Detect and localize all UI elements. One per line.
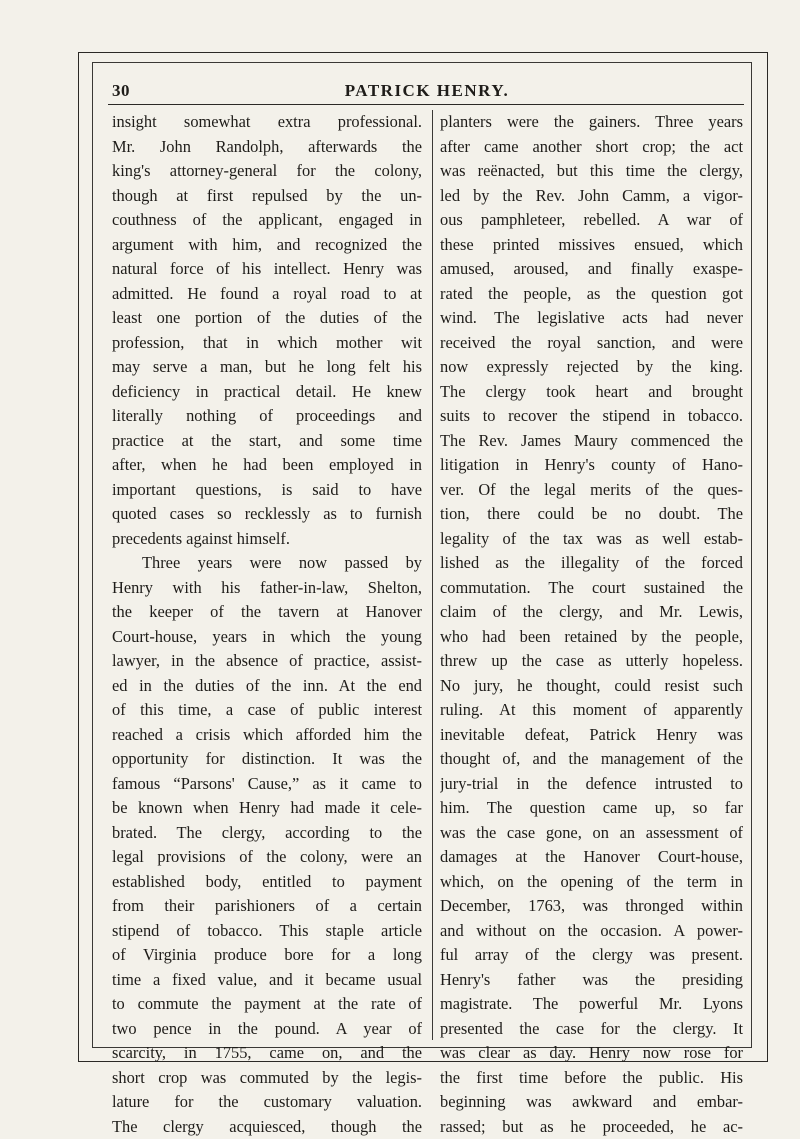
header-rule <box>108 104 744 105</box>
text-line: suits to recover the stipend in tobacco. <box>440 404 743 429</box>
text-line: magistrate. The powerful Mr. Lyons <box>440 992 743 1017</box>
text-line: ver. Of the legal merits of the ques- <box>440 478 743 503</box>
text-line: practice at the start, and some time <box>112 429 422 454</box>
text-line: reached a crisis which afforded him the <box>112 723 422 748</box>
text-line: established body, entitled to payment <box>112 870 422 895</box>
text-line: The Rev. James Maury commenced the <box>440 429 743 454</box>
text-line: Henry with his father-in-law, Shelton, <box>112 576 422 601</box>
text-line: rassed; but as he proceeded, he ac- <box>440 1115 743 1139</box>
text-line: least one portion of the duties of the <box>112 306 422 331</box>
text-line: couthness of the applicant, engaged in <box>112 208 422 233</box>
text-line: legal provisions of the colony, were an <box>112 845 422 870</box>
text-line: though at first repulsed by the un- <box>112 184 422 209</box>
paragraph-start-line: Three years were now passed by <box>112 551 422 576</box>
text-line: Court-house, years in which the young <box>112 625 422 650</box>
text-line: Henry's father was the presiding <box>440 968 743 993</box>
text-line: was clear as day. Henry now rose for <box>440 1041 743 1066</box>
text-line: the first time before the public. His <box>440 1066 743 1091</box>
text-line: inevitable defeat, Patrick Henry was <box>440 723 743 748</box>
text-line: lature for the customary valuation. <box>112 1090 422 1115</box>
text-line: lawyer, in the absence of practice, assist- <box>112 649 422 674</box>
text-line: rated the people, as the question got <box>440 282 743 307</box>
text-line: amused, aroused, and finally exaspe- <box>440 257 743 282</box>
text-line: quoted cases so recklessly as to furnish <box>112 502 422 527</box>
page-header <box>112 81 742 105</box>
text-line: from their parishioners of a certain <box>112 894 422 919</box>
text-line: Mr. John Randolph, afterwards the <box>112 135 422 160</box>
left-text-column <box>112 110 422 1040</box>
text-line: these printed missives ensued, which <box>440 233 743 258</box>
text-line: commutation. The court sustained the <box>440 576 743 601</box>
text-line: him. The question came up, so far <box>440 796 743 821</box>
text-line: stipend of tobacco. This staple article <box>112 919 422 944</box>
text-line: time a fixed value, and it became usual <box>112 968 422 993</box>
text-line: natural force of his intellect. Henry was <box>112 257 422 282</box>
text-line: ed in the duties of the inn. At the end <box>112 674 422 699</box>
text-line: of this time, a case of public interest <box>112 698 422 723</box>
text-line: two pence in the pound. A year of <box>112 1017 422 1042</box>
text-line: ruling. At this moment of apparently <box>440 698 743 723</box>
text-line: the keeper of the tavern at Hanover <box>112 600 422 625</box>
text-line: now expressly rejected by the king. <box>440 355 743 380</box>
text-line: tion, there could be no doubt. The <box>440 502 743 527</box>
text-line: be known when Henry had made it cele- <box>112 796 422 821</box>
text-line: threw up the case as utterly hopeless. <box>440 649 743 674</box>
text-line: legality of the tax was as well estab- <box>440 527 743 552</box>
text-line: literally nothing of proceedings and <box>112 404 422 429</box>
running-head: PATRICK HENRY. <box>112 81 742 101</box>
text-line: brated. The clergy, according to the <box>112 821 422 846</box>
text-line: of Virginia produce bore for a long <box>112 943 422 968</box>
text-line: argument with him, and recognized the <box>112 233 422 258</box>
text-line: may serve a man, but he long felt his <box>112 355 422 380</box>
text-line: admitted. He found a royal road to at <box>112 282 422 307</box>
text-line: lished as the illegality of the forced <box>440 551 743 576</box>
text-line: beginning was awkward and embar- <box>440 1090 743 1115</box>
text-line: after, when he had been employed in <box>112 453 422 478</box>
text-line: short crop was commuted by the legis- <box>112 1066 422 1091</box>
text-line: led by the Rev. John Camm, a vigor- <box>440 184 743 209</box>
text-line: litigation in Henry's county of Hano- <box>440 453 743 478</box>
text-line: who had been retained by the people, <box>440 625 743 650</box>
text-line: No jury, he thought, could resist such <box>440 674 743 699</box>
text-line: wind. The legislative acts had never <box>440 306 743 331</box>
text-line: ful array of the clergy was present. <box>440 943 743 968</box>
text-line: which, on the opening of the term in <box>440 870 743 895</box>
text-line: was reënacted, but this time the clergy, <box>440 159 743 184</box>
text-line: opportunity for distinction. It was the <box>112 747 422 772</box>
text-line: received the royal sanction, and were <box>440 331 743 356</box>
text-line: thought of, and the management of the <box>440 747 743 772</box>
text-line: after came another short crop; the act <box>440 135 743 160</box>
right-text-column <box>440 110 743 1040</box>
text-line: presented the case for the clergy. It <box>440 1017 743 1042</box>
text-line: claim of the clergy, and Mr. Lewis, <box>440 600 743 625</box>
page-number: 30 <box>112 81 130 101</box>
text-line: and without on the occasion. A power- <box>440 919 743 944</box>
text-line: damages at the Hanover Court-house, <box>440 845 743 870</box>
text-line: December, 1763, was thronged within <box>440 894 743 919</box>
text-line: king's attorney-general for the colony, <box>112 159 422 184</box>
text-line: famous “Parsons' Cause,” as it came to <box>112 772 422 797</box>
text-line: The clergy acquiesced, though the <box>112 1115 422 1139</box>
text-line: The clergy took heart and brought <box>440 380 743 405</box>
text-line: was the case gone, on an assessment of <box>440 821 743 846</box>
text-line: ous pamphleteer, rebelled. A war of <box>440 208 743 233</box>
text-line: deficiency in practical detail. He knew <box>112 380 422 405</box>
text-line: jury-trial in the defence intrusted to <box>440 772 743 797</box>
text-line: scarcity, in 1755, came on, and the <box>112 1041 422 1066</box>
text-line: profession, that in which mother wit <box>112 331 422 356</box>
paragraph-end-line: precedents against himself. <box>112 527 422 552</box>
column-divider <box>432 110 433 1040</box>
text-line: insight somewhat extra professional. <box>112 110 422 135</box>
text-line: to commute the payment at the rate of <box>112 992 422 1017</box>
text-line: important questions, is said to have <box>112 478 422 503</box>
text-line: planters were the gainers. Three years <box>440 110 743 135</box>
